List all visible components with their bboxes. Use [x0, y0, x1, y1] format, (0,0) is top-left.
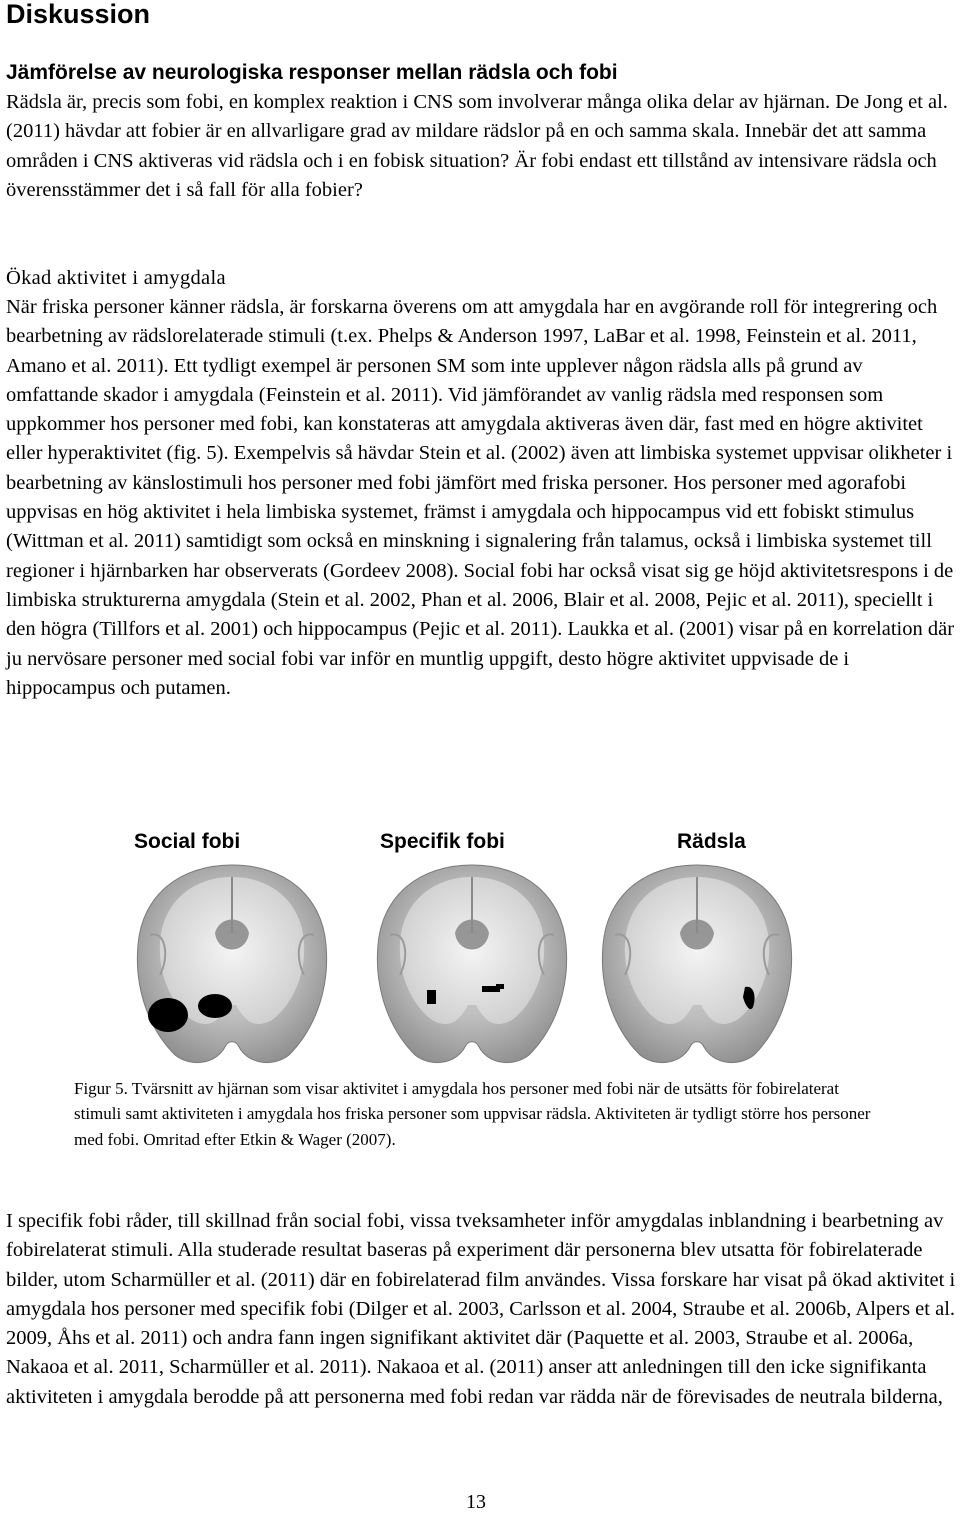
activation-left-amygdala-social: [148, 998, 188, 1032]
paragraph-intro: Rädsla är, precis som fobi, en komplex reaktion i CNS som involverar många olika delar av hjärnan. De Jong et al. (2011) hävdar att fobier är en allvarligare grad av mildare rädslor på en och samma skala. Innebär det att samma områden i CNS aktiveras vid rädsla och i en fobisk situation? Är fobi endast ett tillstånd av intensivare rädsla och överensstämmer det i så fall för alla fobier?: [6, 91, 948, 201]
panel-label-specific: Specifik fobi: [380, 830, 505, 853]
activation-right-amygdala-social: [198, 994, 232, 1018]
paragraph-specific-phobia: I specifik fobi råder, till skillnad från social fobi, vissa tveksamheter inför amygdalas inblandning i bearbetning av fobirelaterat stimuli. Alla studerade resultat baseras på experiment där personerna blev utsatta för fobirelaterade bilder, utom Scharmüller et al. (2011) där en fobirelaterad film användes. Vissa forskare har visat på ökad aktivitet i amygdala hos personer med specifik fobi (Dilger et al. 2003, Carlsson et al. 2004, Straube et al. 2006b, Alpers et al. 2009, Åhs et al. 2011) och andra fann ingen signifikant aktivitet där (Paquette et al. 2003, Straube et al. 2006a, Nakaoa et al. 2011, Scharmüller et al. 2011). Nakaoa et al. (2011) anser att anledningen till den icke signifikanta aktiviteten i amygdala berodde på att personerna med fobi redan var rädda när de förevisades de neutrala bilderna,: [6, 1210, 956, 1408]
panel-label-social: Social fobi: [134, 830, 241, 853]
page-number: 13: [466, 1491, 486, 1513]
brain-panel-social: [120, 830, 345, 1065]
activation-left-amygdala-specific: [427, 990, 436, 1004]
subsection-title: Jämförelse av neurologiska responser mellan rädsla och fobi: [6, 61, 618, 84]
brain-panel-fear: [585, 830, 810, 1065]
figure-caption: Figur 5. Tvärsnitt av hjärnan som visar aktivitet i amygdala hos personer med fobi när de utsätts för fobirelaterat stimuli samt aktiviteten i amygdala hos friska personer som uppvisar rädsla. Aktiviteten är tydligt större hos personer med fobi. Omritad efter Etkin & Wager (2007).: [74, 1079, 871, 1149]
brain-panel-specific: [360, 830, 585, 1065]
paragraph-amygdala: När friska personer känner rädsla, är forskarna överens om att amygdala har en avgörande roll för integrering och bearbetning av rädslorelaterade stimuli (t.ex. Phelps & Anderson 1997, LaBar et al. 1998, Feinstein et al. 2011, Amano et al. 2011). Ett tydligt exempel är personen SM som inte upplever någon rädsla alls på grund av omfattande skador i amygdala (Feinstein et al. 2011). Vid jämförandet av vanlig rädsla med responsen som uppkommer hos personer med fobi, kan konstateras att amygdala aktiveras även där, fast med en högre aktivitet eller hyperaktivitet (fig. 5). Exempelvis så hävdar Stein et al. (2002) även att limbiska systemet uppvisar olikheter i bearbetning av känslostimuli hos personer med fobi jämfört med friska personer. Hos personer med agorafobi uppvisas en hög aktivitet i hela limbiska systemet, främst i amygdala och hippocampus vid ett fobiskt stimulus (Wittman et al. 2011) samtidigt som också en minskning i signalering från talamus, också i limbiska systemet till regioner i hjärnbarken har observerats (Gordeev 2008). Social fobi har också visat sig ge höjd aktivitetsrespons i de limbiska strukturerna amygdala (Stein et al. 2002, Phan et al. 2006, Blair et al. 2008, Pejic et al. 2011), speciellt i den högra (Tillfors et al. 2001) och hippocampus (Pejic et al. 2011). Laukka et al. (2001) visar på en korrelation där ju nervösare personer med social fobi var inför en muntlig uppgift, desto högre aktivitet uppvisade de i hippocampus och putamen.: [6, 296, 955, 699]
section-title: Diskussion: [6, 0, 151, 29]
panel-label-fear: Rädsla: [677, 830, 746, 853]
subheading-amygdala: Ökad aktivitet i amygdala: [6, 267, 226, 289]
brain-figure: [120, 815, 810, 1070]
